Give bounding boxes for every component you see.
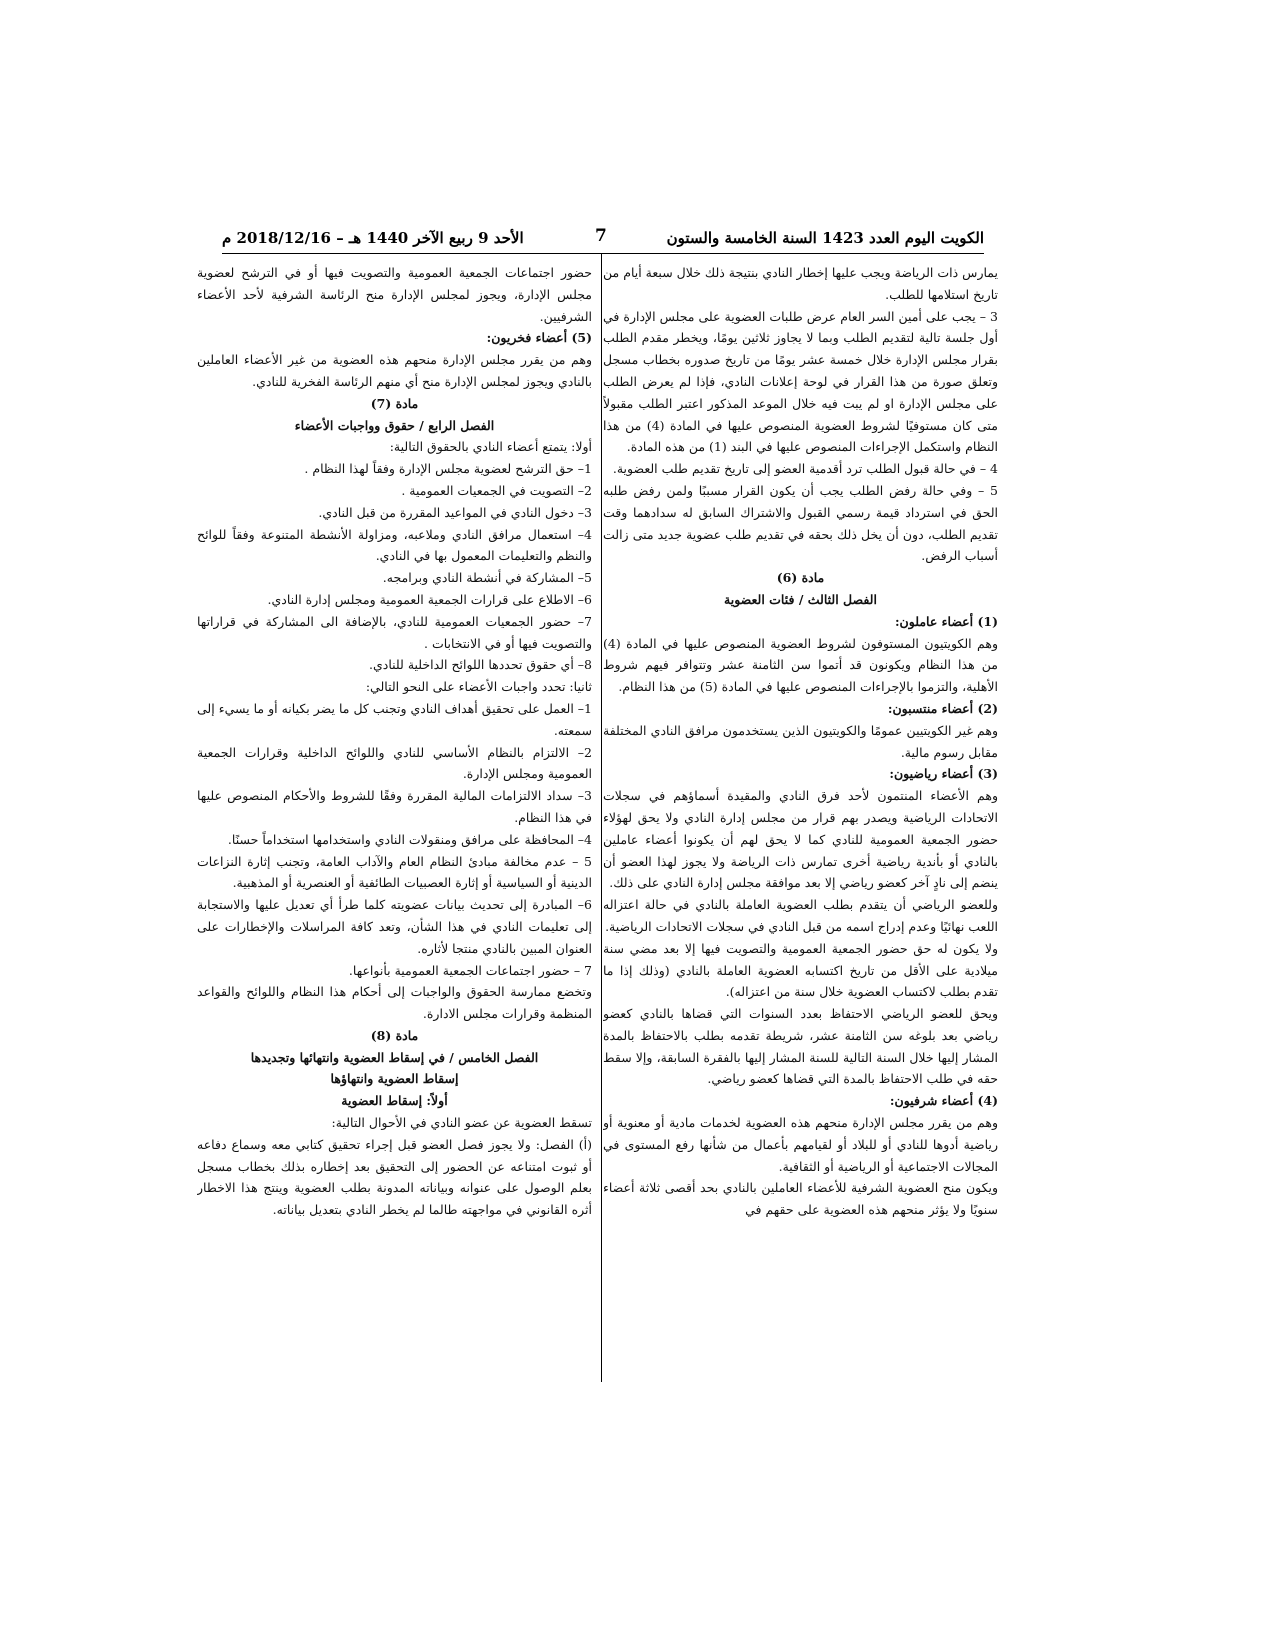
paragraph: وتخضع ممارسة الحقوق والواجبات إلى أحكام هذا النظام واللوائح والقواعد المنظمة وقرارات مجلس الادارة. xyxy=(197,984,592,1022)
paragraph: 6– الاطلاع على قرارات الجمعية العمومية ومجلس إدارة النادي. xyxy=(267,591,592,607)
section-title: الفصل الثالث / فئات العضوية xyxy=(724,591,877,607)
paragraph: 4 – في حالة قبول الطلب ترد أقدمية العضو إلى تاريخ تقديم طلب العضوية. xyxy=(612,461,998,477)
paragraph: تسقط العضوية عن عضو النادي في الأحوال التالية: xyxy=(331,1115,592,1131)
paragraph: 5– المشاركة في أنشطة النادي وبرامجه. xyxy=(382,570,592,586)
paragraph: وهم من يقرر مجلس الإدارة منحهم هذه العضوية من غير الأعضاء العاملين بالنادي ويجوز لمجلس الإدارة منح أي منهم الرئاسة الفخرية للنادي. xyxy=(197,352,592,389)
paragraph: حضور اجتماعات الجمعية العمومية والتصويت فيها أو في الترشح لعضوية مجلس الإدارة، ويجوز لمجلس الإدارة منح الرئاسة الشرفية لأحد الأعضاء الشرفيين. xyxy=(197,265,592,324)
paragraph: 8– أي حقوق تحددها اللوائح الداخلية للنادي. xyxy=(369,657,592,673)
paragraph: ولا يكون له حق حضور الجمعية العمومية والتصويت فيها إلا بعد مضي سنة ميلادية على الأقل من تاريخ اكتسابه العضوية العاملة بالنادي (وذلك إذا ما تقدم بطلب لاكتساب العضوية خلال سنة من اعتزاله). xyxy=(603,940,998,1000)
paragraph: ويكون منح العضوية الشرفية للأعضاء العاملين بالنادي بحد أقصى ثلاثة أعضاء سنويًا ولا يؤثر منحهم هذه العضوية على حقهم في xyxy=(603,1180,998,1218)
paragraph: 1– العمل على تحقيق أهداف النادي وتجنب كل ما يضر بكيانه أو ما يسيء إلى سمعته. xyxy=(197,700,592,738)
paragraph: ويحق للعضو الرياضي الاحتفاظ بعدد السنوات التي قضاها بالنادي كعضو رياضي بعد بلوغه سن الثامنة عشر، شريطة تقدمه بطلب بالاحتفاظ بالمدة المشار إليها خلال السنة التالية للسنة المشار إليها بالفقرة السابقة، وإلا سقط حقه في طلب الاحتفاظ بالمدة التي قضاها كعضو رياضي. xyxy=(603,1006,998,1087)
paragraph: وهم غير الكويتيين عمومًا والكويتيون الذين يستخدمون مرافق النادي المختلفة مقابل رسوم مالية. xyxy=(603,722,998,760)
paragraph: 1– حق الترشح لعضوية مجلس الإدارة وفقاً لهذا النظام . xyxy=(304,461,592,477)
paragraph: 2– التصويت في الجمعيات العمومية . xyxy=(401,482,592,498)
subsection-heading: (2) أعضاء منتسبون: xyxy=(887,700,998,716)
paragraph: 3– سداد الالتزامات المالية المقررة وفقًا للشروط والأحكام المنصوص عليها في هذا النظام. xyxy=(197,788,592,825)
paragraph: (أ) الفصل: ولا يجوز فصل العضو قبل إجراء تحقيق كتابي معه وسماع دفاعه أو ثبوت امتناعه عن الحضور إلى التحقيق بعد إخطاره بذلك بخطاب مسجل بعلم الوصول على عنوانه وبياناته المدونة بطلب العضوية وينتج هذا الاخطار أثره القانوني في مواجهته طالما لم يخطر النادي بتعديل بياناته. xyxy=(197,1136,592,1218)
paragraph: وهم الكويتيون المستوفون لشروط العضوية المنصوص عليها في المادة (4) من هذا النظام ويكونون قد أتموا سن الثامنة عشر وتتوافر فيهم شروط الأهلية، والتزموا بالإجراءات المنصوص عليها في المادة (5) من هذا النظام. xyxy=(603,635,998,695)
section-title: مادة (8) xyxy=(370,1027,419,1043)
page-number: 7 xyxy=(595,226,607,246)
paragraph: أولا: يتمتع أعضاء النادي بالحقوق التالية: xyxy=(389,439,592,455)
paragraph: ثانيا: تحدد واجبات الأعضاء على النحو التالي: xyxy=(365,679,592,695)
paragraph: 7 – حضور اجتماعات الجمعية العمومية بأنواعها. xyxy=(348,962,592,978)
paragraph: 3 – يجب على أمين السر العام عرض طلبات العضوية على مجلس الإدارة في أول جلسة تالية لتقديم الطلب وبما لا يجاوز ثلاثين يومًا، ويخطر مقدم الطلب بقرار مجلس الإدارة خلال خمسة عشر يومًا من تاريخ صدوره بخطاب مسجل وتعلق صورة من هذا القرار في لوحة إعلانات النادي، فإذا لم يعرض الطلب على مجلس الإدارة او لم يبت فيه خلال الموعد المذكور اعتبر الطلب مقبولاً متى كان مستوفيًا لشروط العضوية المنصوص عليها في المادة (4) من هذا النظام واستكمل الإجراءات المنصوص عليها في البند (1) من هذه المادة. xyxy=(603,308,998,455)
section-title: الفصل الرابع / حقوق وواجبات الأعضاء xyxy=(294,417,495,433)
subsection-heading: (3) أعضاء رياضيون: xyxy=(889,766,998,782)
subsection-heading: (4) أعضاء شرفيون: xyxy=(889,1093,998,1109)
paragraph: وهم الأعضاء المنتمون لأحد فرق النادي والمقيدة أسماؤهم في سجلات الاتحادات الرياضية ويصدر بهم قرار من مجلس إدارة النادي ولا يحق لهؤلاء حضور الجمعية العمومية للنادي كما لا يحق لهم أن يكونوا أعضاء عاملين بالنادي أو بأندية رياضية أخرى تمارس ذات الرياضة ولا يجوز لهذا العضو أن ينضم إلى نادٍ آخر كعضو رياضي إلا بعد موافقة مجلس إدارة النادي على ذلك. xyxy=(603,788,998,891)
paragraph: 2– الالتزام بالنظام الأساسي للنادي واللوائح الداخلية وقرارات الجمعية العمومية ومجلس الإدارة. xyxy=(197,744,592,782)
paragraph: يمارس ذات الرياضة ويجب عليها إخطار النادي بنتيجة ذلك خلال سبعة أيام من تاريخ استلامها للطلب. xyxy=(603,265,998,302)
section-title: مادة (7) xyxy=(370,395,419,411)
section-title: الفصل الخامس / في إسقاط العضوية وانتهائها وتجديدها xyxy=(250,1049,539,1065)
page-header xyxy=(222,226,984,254)
paragraph: 4– استعمال مرافق النادي وملاعبه، ومزاولة الأنشطة المتنوعة وفقاً للوائح والنظم والتعليمات المعمول بها في النادي. xyxy=(197,526,592,564)
header-date: الأحد 9 ربيع الآخر 1440 هـ – 2018/12/16 م xyxy=(222,229,524,247)
subsection-heading: (1) أعضاء عاملون: xyxy=(894,613,998,629)
paragraph: 6– المبادرة إلى تحديث بيانات عضويته كلما طرأ أي تعديل عليها والاستجابة إلى تعليمات النادي في هذا الشأن، وتعد كافة المراسلات والإخطارات على العنوان المبين بالنادي منتجا لأثاره. xyxy=(197,897,592,956)
right-column xyxy=(603,262,998,1382)
left-column xyxy=(197,262,592,1382)
paragraph: 5 – وفي حالة رفض الطلب يجب أن يكون القرار مسببًا ولمن رفض طلبه الحق في استرداد قيمة رسمي القبول والاشتراك السابق له سدادهما وقت تقديم الطلب، دون أن يخل ذلك بحقه في تقديم طلب عضوية جديد متى زالت أسباب الرفض. xyxy=(603,482,998,564)
column-divider xyxy=(601,254,602,1382)
paragraph: 7– حضور الجمعيات العمومية للنادي، بالإضافة الى المشاركة في قراراتها والتصويت فيها أو في الانتخابات . xyxy=(197,613,592,651)
section-title: مادة (6) xyxy=(776,570,825,586)
paragraph: 4– المحافظة على مرافق ومنقولات النادي واستخدامها استخداماً حسنًا. xyxy=(227,831,592,847)
header-gazette-issue: الكويت اليوم العدد 1423 السنة الخامسة والستون xyxy=(666,229,984,247)
subsection-heading: (5) أعضاء فخريون: xyxy=(486,330,592,346)
paragraph: وهم من يقرر مجلس الإدارة منحهم هذه العضوية لخدمات مادية أو معنوية أو رياضية أدوها للنادي أو للبلاد أو لقيامهم بأعمال من شأنها رفع المستوى في المجالات الاجتماعية أو الرياضية أو الثقافية. xyxy=(603,1115,998,1174)
section-title: أولاً: إسقاط العضوية xyxy=(341,1093,448,1109)
paragraph: 3– دخول النادي في المواعيد المقررة من قبل النادي. xyxy=(318,504,592,520)
paragraph: وللعضو الرياضي أن يتقدم بطلب العضوية العاملة بالنادي في حالة اعتزاله اللعب نهائيًا وعدم إدراج اسمه من قبل النادي في سجلات الاتحادات الرياضية. xyxy=(603,897,998,934)
paragraph: 5 – عدم مخالفة مبادئ النظام العام والآداب العامة، وتجنب إثارة النزاعات الدينية أو السياسية أو إثارة العصبيات الطائفية أو العنصرية أو المذهبية. xyxy=(197,853,592,891)
section-title: إسقاط العضوية وانتهاؤها xyxy=(330,1071,459,1087)
